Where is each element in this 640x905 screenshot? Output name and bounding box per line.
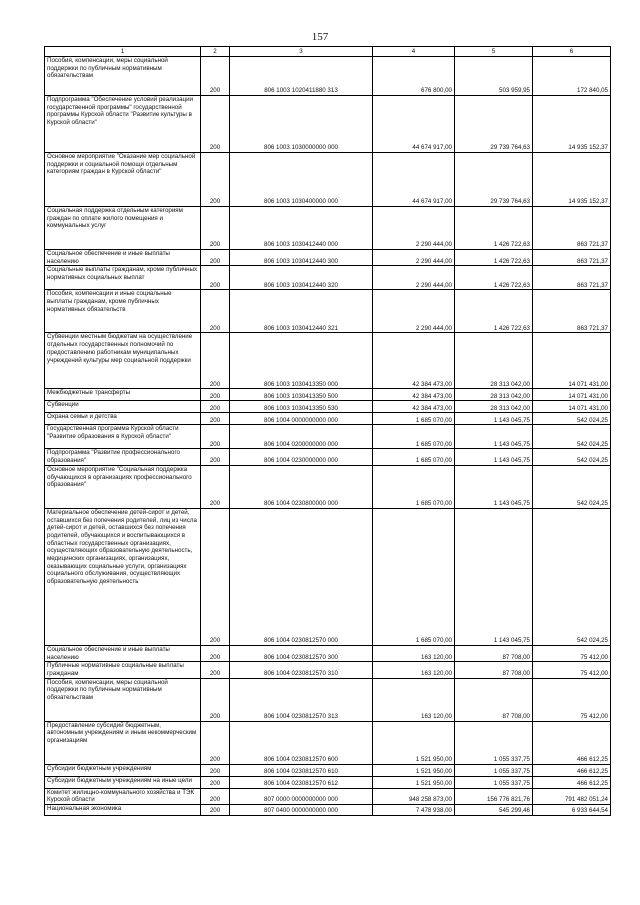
row-code-cell: 200: [201, 153, 230, 207]
row-classification-cell: 806 1004 0230812570 612: [230, 776, 373, 788]
table-row: [45, 389, 611, 401]
row-plan-cell: 163 120,00: [373, 678, 455, 721]
row-executed-cell: 29 739 764,63: [455, 153, 533, 207]
row-name-cell: Социальное обеспечение и иные выплаты населению: [45, 250, 201, 266]
table-row: [45, 96, 611, 153]
row-name-cell: Национальная экономика: [45, 805, 201, 816]
row-plan-cell: 1 685 070,00: [373, 425, 455, 449]
row-executed-cell: 156 776 821,76: [455, 788, 533, 804]
row-classification-cell: 807 0000 0000000000 000: [230, 788, 373, 804]
row-classification-cell: 806 1003 1030412440 000: [230, 207, 373, 250]
table-row: [45, 788, 611, 804]
row-name-cell: Социальная поддержка отдельным категориям граждан по оплате жилого помещения и коммунальных услуг: [45, 207, 201, 250]
row-executed-cell: 1 426 722,63: [455, 250, 533, 266]
row-code-cell: 200: [201, 764, 230, 776]
row-name-cell: Субсидии бюджетным учреждениям на иные цели: [45, 776, 201, 788]
table-row: [45, 333, 611, 389]
row-executed-cell: 87 708,00: [455, 645, 533, 661]
row-remainder-cell: 466 612,25: [533, 721, 611, 764]
row-name-cell: Комитет жилищно-коммунального хозяйства и ТЭК Курской области: [45, 788, 201, 804]
row-remainder-cell: 863 721,37: [533, 207, 611, 250]
table-header-row: [45, 47, 611, 57]
row-classification-cell: 806 1004 0230812570 610: [230, 764, 373, 776]
row-executed-cell: 87 708,00: [455, 662, 533, 678]
row-executed-cell: 1 143 045,75: [455, 413, 533, 425]
table-row: [45, 290, 611, 333]
table-row: [45, 207, 611, 250]
row-code-cell: 200: [201, 333, 230, 389]
row-remainder-cell: 466 612,25: [533, 764, 611, 776]
row-classification-cell: 806 1004 0200000000 000: [230, 425, 373, 449]
row-remainder-cell: 542 024,25: [533, 449, 611, 465]
row-remainder-cell: 14 935 152,37: [533, 153, 611, 207]
row-classification-cell: 806 1003 1020411880 313: [230, 57, 373, 96]
row-name-cell: Публичные нормативные социальные выплаты гражданам: [45, 662, 201, 678]
row-remainder-cell: 863 721,37: [533, 266, 611, 290]
row-classification-cell: 806 1004 0230812570 600: [230, 721, 373, 764]
row-executed-cell: 1 143 045,75: [455, 465, 533, 508]
row-name-cell: Социальные выплаты гражданам, кроме публичных нормативных социальных выплат: [45, 266, 201, 290]
row-code-cell: 200: [201, 207, 230, 250]
row-remainder-cell: 6 933 644,54: [533, 805, 611, 816]
row-executed-cell: 1 055 337,75: [455, 721, 533, 764]
row-code-cell: 200: [201, 425, 230, 449]
row-remainder-cell: 863 721,37: [533, 250, 611, 266]
row-classification-cell: 806 1003 1030400000 000: [230, 153, 373, 207]
row-remainder-cell: 791 482 051,24: [533, 788, 611, 804]
table-row: [45, 678, 611, 721]
table-row: [45, 449, 611, 465]
row-code-cell: 200: [201, 389, 230, 401]
row-code-cell: 200: [201, 266, 230, 290]
row-plan-cell: 44 674 917,00: [373, 96, 455, 153]
row-remainder-cell: 542 024,25: [533, 508, 611, 645]
table-row: [45, 721, 611, 764]
row-remainder-cell: 466 612,25: [533, 776, 611, 788]
row-name-cell: Государственная программа Курской области "Развитие образования в Курской области": [45, 425, 201, 449]
table-row: [45, 57, 611, 96]
row-plan-cell: 2 290 444,00: [373, 250, 455, 266]
row-remainder-cell: 863 721,37: [533, 290, 611, 333]
column-header: 5: [455, 47, 533, 57]
row-executed-cell: 1 426 722,63: [455, 290, 533, 333]
table-row: [45, 153, 611, 207]
row-classification-cell: 806 1004 0230812570 313: [230, 678, 373, 721]
row-executed-cell: 1 426 722,63: [455, 266, 533, 290]
row-remainder-cell: 75 412,00: [533, 678, 611, 721]
row-code-cell: 200: [201, 250, 230, 266]
row-executed-cell: 1 143 045,75: [455, 425, 533, 449]
row-remainder-cell: 172 840,05: [533, 57, 611, 96]
row-plan-cell: 42 384 473,00: [373, 389, 455, 401]
row-plan-cell: 1 521 950,00: [373, 776, 455, 788]
row-plan-cell: 1 521 950,00: [373, 721, 455, 764]
row-code-cell: 200: [201, 645, 230, 661]
row-code-cell: 200: [201, 721, 230, 764]
row-remainder-cell: 75 412,00: [533, 645, 611, 661]
row-code-cell: 200: [201, 662, 230, 678]
row-classification-cell: 806 1003 1030412440 300: [230, 250, 373, 266]
row-plan-cell: 7 478 938,00: [373, 805, 455, 816]
row-plan-cell: 163 120,00: [373, 645, 455, 661]
table-row: [45, 508, 611, 645]
row-classification-cell: 806 1003 1030413350 530: [230, 401, 373, 413]
row-plan-cell: 2 290 444,00: [373, 207, 455, 250]
row-remainder-cell: 542 024,25: [533, 425, 611, 449]
row-code-cell: 200: [201, 678, 230, 721]
column-header: 2: [201, 47, 230, 57]
row-name-cell: Пособия, компенсации и иные социальные выплаты гражданам, кроме публичных нормативных обязательств: [45, 290, 201, 333]
row-classification-cell: 806 1003 1030412440 320: [230, 266, 373, 290]
page-number: 157: [311, 31, 329, 43]
row-classification-cell: 806 1004 0230800000 000: [230, 465, 373, 508]
table-row: [45, 662, 611, 678]
table-row: [45, 645, 611, 661]
row-classification-cell: 806 1003 1030000000 000: [230, 96, 373, 153]
table-row: [45, 413, 611, 425]
row-classification-cell: 806 1004 0230812570 000: [230, 508, 373, 645]
row-plan-cell: 42 384 473,00: [373, 401, 455, 413]
row-classification-cell: 806 1004 0230000000 000: [230, 449, 373, 465]
row-name-cell: Основное мероприятие "Оказание мер социальной поддержки и социальной помощи отдельным категориям граждан в Курской области": [45, 153, 201, 207]
row-remainder-cell: 75 412,00: [533, 662, 611, 678]
row-plan-cell: 1 521 950,00: [373, 764, 455, 776]
row-code-cell: 200: [201, 57, 230, 96]
budget-table-body: [45, 47, 611, 816]
row-executed-cell: 503 959,95: [455, 57, 533, 96]
row-name-cell: Пособия, компенсации, меры социальной поддержки по публичным нормативным обязательствам: [45, 57, 201, 96]
table-row: [45, 250, 611, 266]
row-classification-cell: 806 1004 0000000000 000: [230, 413, 373, 425]
row-executed-cell: 29 739 764,63: [455, 96, 533, 153]
row-remainder-cell: 14 935 152,37: [533, 96, 611, 153]
row-plan-cell: 676 800,00: [373, 57, 455, 96]
row-name-cell: Подпрограмма "Развитие профессионального образования": [45, 449, 201, 465]
row-executed-cell: 28 313 042,00: [455, 401, 533, 413]
row-classification-cell: 806 1003 1030413350 500: [230, 389, 373, 401]
column-header: 4: [373, 47, 455, 57]
table-row: [45, 401, 611, 413]
row-plan-cell: 44 674 917,00: [373, 153, 455, 207]
row-code-cell: 200: [201, 788, 230, 804]
column-header: 6: [533, 47, 611, 57]
column-header: 1: [45, 47, 201, 57]
row-classification-cell: 806 1004 0230812570 300: [230, 645, 373, 661]
row-name-cell: Межбюджетные трансферты: [45, 389, 201, 401]
row-remainder-cell: 542 024,25: [533, 413, 611, 425]
row-plan-cell: 1 685 070,00: [373, 508, 455, 645]
table-row: [45, 425, 611, 449]
row-executed-cell: 1 426 722,63: [455, 207, 533, 250]
row-plan-cell: 42 384 473,00: [373, 333, 455, 389]
row-remainder-cell: 14 071 431,00: [533, 389, 611, 401]
row-plan-cell: 1 685 070,00: [373, 449, 455, 465]
row-code-cell: 200: [201, 465, 230, 508]
row-classification-cell: 806 1004 0230812570 310: [230, 662, 373, 678]
row-name-cell: Материальное обеспечение детей-сирот и детей, оставшихся без попечения родителей, лиц из числа детей-сирот и детей, оставшихся без попечения родителей, обучающихся и воспитывающихся в областных государственных организациях, осуществляющих образовательную деятельность, медицинских организациях, организациях, оказывающих социальные услуги, организациях социального обслуживания, осуществляющих образовательную деятельность: [45, 508, 201, 645]
row-remainder-cell: 14 071 431,00: [533, 401, 611, 413]
row-executed-cell: 1 055 337,75: [455, 776, 533, 788]
row-plan-cell: 2 290 444,00: [373, 266, 455, 290]
row-code-cell: 200: [201, 96, 230, 153]
row-code-cell: 200: [201, 413, 230, 425]
row-name-cell: Подпрограмма "Обеспечение условий реализации государственной программы" государственной программы Курской области "Развитие культуры в Курской области": [45, 96, 201, 153]
row-plan-cell: 1 685 070,00: [373, 413, 455, 425]
row-code-cell: 200: [201, 776, 230, 788]
row-name-cell: Пособия, компенсации, меры социальной поддержки по публичным нормативным обязательствам: [45, 678, 201, 721]
table-row: [45, 764, 611, 776]
row-executed-cell: 1 055 337,75: [455, 764, 533, 776]
row-remainder-cell: 542 024,25: [533, 465, 611, 508]
row-name-cell: Субвенции: [45, 401, 201, 413]
row-code-cell: 200: [201, 508, 230, 645]
row-classification-cell: 806 1003 1030413350 000: [230, 333, 373, 389]
row-classification-cell: 806 1003 1030412440 321: [230, 290, 373, 333]
row-name-cell: Основное мероприятие "Социальная поддержка обучающихся в организациях профессионального образования": [45, 465, 201, 508]
row-executed-cell: 87 708,00: [455, 678, 533, 721]
row-executed-cell: 28 313 042,00: [455, 389, 533, 401]
table-row: [45, 805, 611, 816]
row-code-cell: 200: [201, 401, 230, 413]
table-row: [45, 465, 611, 508]
row-plan-cell: 163 120,00: [373, 662, 455, 678]
column-header: 3: [230, 47, 373, 57]
row-code-cell: 200: [201, 805, 230, 816]
row-name-cell: Субсидии бюджетным учреждениям: [45, 764, 201, 776]
table-row: [45, 266, 611, 290]
row-name-cell: Субвенции местным бюджетам на осуществление отдельных государственных полномочий по предоставлению работникам муниципальных учреждений культуры мер социальной поддержки: [45, 333, 201, 389]
budget-table: [44, 46, 611, 816]
row-name-cell: Предоставление субсидий бюджетным, автономным учреждениям и иным некоммерческим организациям: [45, 721, 201, 764]
row-classification-cell: 807 0400 0000000000 000: [230, 805, 373, 816]
row-name-cell: Социальное обеспечение и иные выплаты населению: [45, 645, 201, 661]
row-executed-cell: 545 299,46: [455, 805, 533, 816]
row-executed-cell: 1 143 045,75: [455, 508, 533, 645]
row-executed-cell: 1 143 045,75: [455, 449, 533, 465]
row-remainder-cell: 14 071 431,00: [533, 333, 611, 389]
row-executed-cell: 28 313 042,00: [455, 333, 533, 389]
row-name-cell: Охрана семьи и детства: [45, 413, 201, 425]
row-code-cell: 200: [201, 449, 230, 465]
table-row: [45, 776, 611, 788]
row-plan-cell: 1 685 070,00: [373, 465, 455, 508]
row-plan-cell: 2 290 444,00: [373, 290, 455, 333]
row-code-cell: 200: [201, 290, 230, 333]
row-plan-cell: 948 258 873,00: [373, 788, 455, 804]
